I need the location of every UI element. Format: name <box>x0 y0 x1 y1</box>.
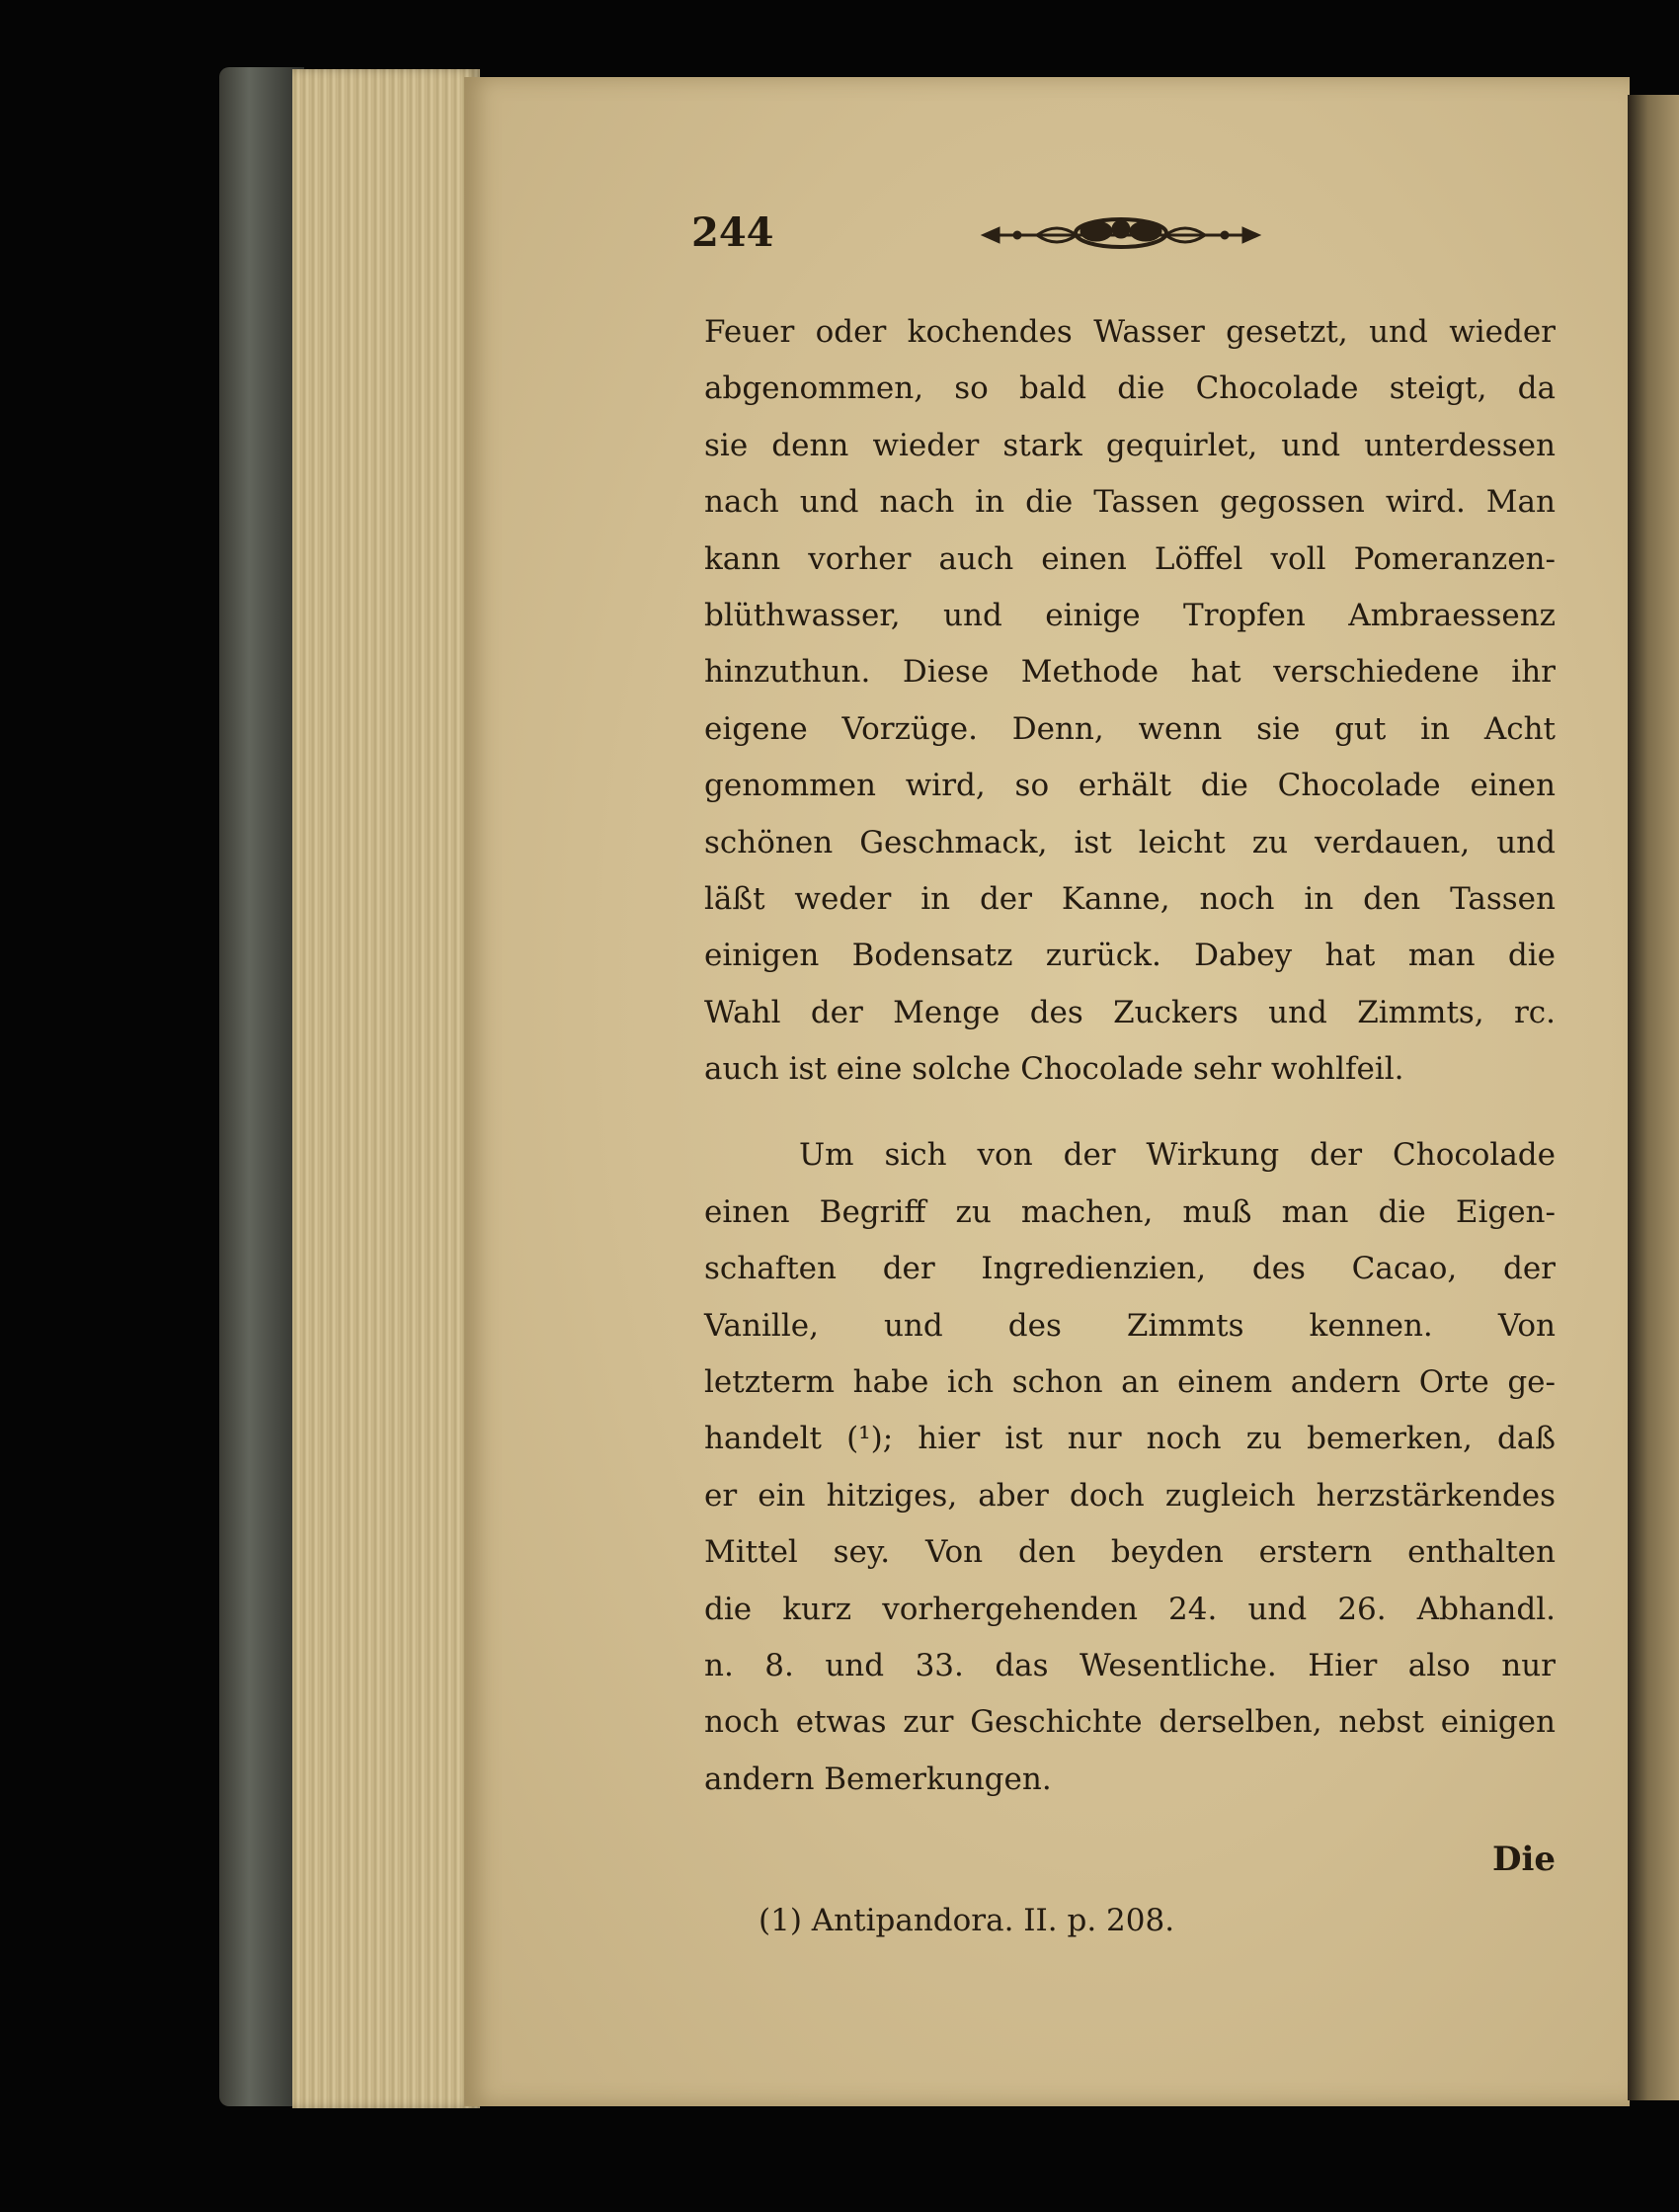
text-line: n. 8. und 33. das Wesentliche. Hier also nur <box>704 1647 1556 1683</box>
text-line: einen Begriff zu machen, muß man die Eigen- <box>704 1193 1556 1230</box>
text-line: abgenommen, so bald die Chocolade steigt, da <box>704 370 1556 407</box>
text-line: noch etwas zur Geschichte derselben, nebst einigen <box>704 1704 1556 1741</box>
text-line: Wahl der Menge des Zuckers und Zimmts, rc. <box>704 994 1556 1030</box>
text-line: schaften der Ingredienzien, des Cacao, der <box>704 1251 1556 1287</box>
facing-page-edge <box>1628 95 1679 2100</box>
text-line: hinzuthun. Diese Methode hat verschiedene ihr <box>704 654 1556 691</box>
page-edges <box>292 69 480 2108</box>
page-number: 244 <box>691 209 774 256</box>
text-line: kann vorher auch einen Löffel voll Pomeranzen- <box>704 540 1556 577</box>
text-line: Um sich von der Wirkung der Chocolade <box>799 1137 1556 1174</box>
text-line: blüthwasser, und einige Tropfen Ambraessenz <box>704 597 1556 633</box>
text-line: schönen Geschmack, ist leicht zu verdauen, und <box>704 824 1556 860</box>
text-line: läßt weder in der Kanne, noch in den Tassen <box>704 880 1556 917</box>
text-line: andern Bemerkungen. <box>704 1761 1052 1797</box>
page-header <box>691 209 1570 279</box>
paragraph-gap <box>704 1098 1556 1127</box>
text-line: letzterm habe ich schon an einem andern Orte ge- <box>704 1364 1556 1401</box>
text-line: sie denn wieder stark gequirlet, und unterdessen <box>704 427 1556 463</box>
text-line: er ein hitziges, aber doch zugleich herzstärkendes <box>704 1477 1556 1514</box>
text-line: Mittel sey. Von den beyden erstern enthalten <box>704 1534 1556 1571</box>
text-line: genommen wird, so erhält die Chocolade einen <box>704 768 1556 804</box>
text-line: nach und nach in die Tassen gegossen wird. Man <box>704 484 1556 521</box>
text-line: einigen Bodensatz zurück. Dabey hat man die <box>704 938 1556 974</box>
ornament-icon <box>978 213 1264 257</box>
text-line: die kurz vorhergehenden 24. und 26. Abhandl. <box>704 1591 1556 1627</box>
text-line: auch ist eine solche Chocolade sehr wohlfeil. <box>704 1051 1404 1088</box>
text-line: Feuer oder kochendes Wasser gesetzt, und wieder <box>704 314 1556 350</box>
footnote: (1) Antipandora. II. p. 208. <box>759 1903 1175 1938</box>
main-text <box>704 304 1556 1808</box>
text-line: handelt (¹); hier ist nur noch zu bemerken, daß <box>704 1421 1556 1457</box>
text-line: Vanille, und des Zimmts kennen. Von <box>704 1307 1556 1344</box>
catchword: Die <box>1491 1840 1556 1879</box>
text-line: eigene Vorzüge. Denn, wenn sie gut in Acht <box>704 710 1556 747</box>
